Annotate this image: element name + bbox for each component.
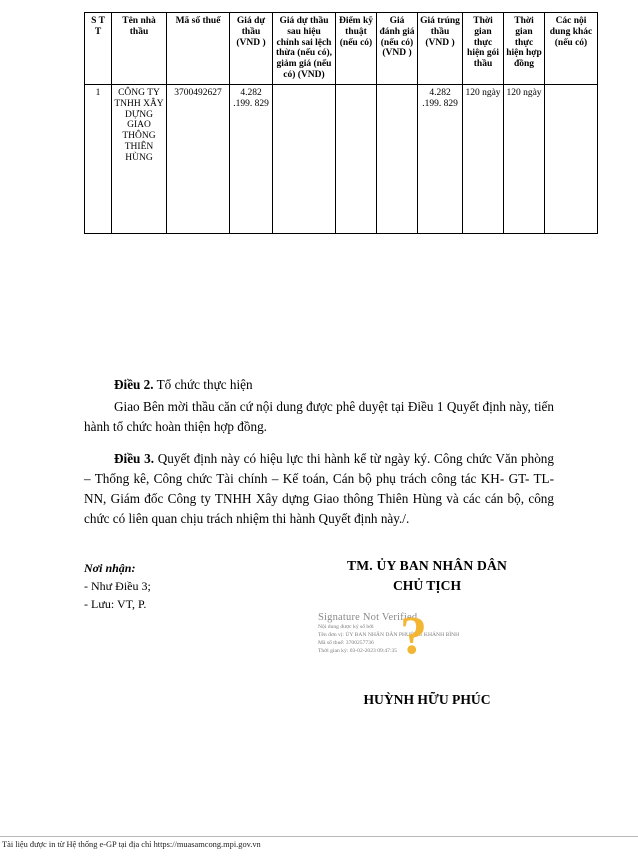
table-row: [85, 84, 598, 233]
article-2-title: Tổ chức thực hiện: [153, 377, 253, 392]
stamp-line-2: Tên đơn vị: ỦY BAN NHÂN DÂN PHƯỜNG KHÁNH BÌNH: [318, 632, 460, 639]
article-3-paragraph: [84, 449, 554, 529]
article-3-section: [84, 449, 554, 531]
cell-other-content: [545, 84, 598, 233]
column-header-package-duration: Thời gian thực hiện gói thầu: [463, 13, 504, 85]
recipients-title: Nơi nhận:: [84, 561, 136, 575]
stamp-line-4: Thời gian ký: 03-02-2023 09:47:35: [318, 648, 398, 655]
table-head: [85, 13, 598, 85]
cell-contract-duration: 120 ngày: [504, 84, 545, 233]
signature-authority-block: [300, 558, 554, 594]
page-footer: [0, 836, 638, 849]
bid-result-table: [84, 12, 598, 234]
signer-name: HUỲNH HỮU PHÚC: [363, 692, 491, 707]
column-header-contract-duration: Thời gian thực hiện hợp đồng: [504, 13, 545, 85]
signature-unverified-question-icon: ?: [400, 605, 427, 665]
stamp-line-3: Mã số thuế: 3700257736: [318, 640, 374, 647]
signing-authority-line-1: TM. ỦY BAN NHÂN DÂN: [347, 558, 507, 573]
signing-authority-line-2: CHỦ TỊCH: [392, 578, 462, 593]
article-2-label: Điều 2.: [114, 377, 154, 392]
stamp-line-1: Nội dung được ký số bởi: [318, 624, 374, 630]
recipient-item-1: - Như Điều 3;: [84, 579, 151, 594]
column-header-evaluated-price: Giá đánh giá (nếu có) (VND ): [377, 13, 418, 85]
recipient-item-2: - Lưu: VT, P.: [84, 596, 147, 611]
article-2-body: Giao Bên mời thầu căn cứ nội dung được phê duyệt tại Điều 1 Quyết định này, tiến hành tổ chức hoàn thiện hợp đồng.: [84, 399, 554, 435]
recipients-block: [84, 560, 294, 613]
column-header-winning-price: Giá trúng thầu (VND ): [418, 13, 463, 85]
cell-bid-price: 4.282 .199. 829: [230, 84, 273, 233]
column-header-technical-score: Điểm kỹ thuật (nếu có): [336, 13, 377, 85]
article-2-heading: [84, 375, 554, 395]
cell-technical-score: [336, 84, 377, 233]
cell-bidder-name: CÔNG TY TNHH XÂY DỰNG GIAO THÔNG THIÊN HÙNG: [112, 84, 167, 233]
article-3-label: Điều 3.: [114, 451, 155, 466]
page-footer-text: Tài liệu được in từ Hệ thống e-GP tại địa chỉ https://muasamcong.mpi.gov.vn: [2, 840, 261, 849]
cell-evaluated-price: [377, 84, 418, 233]
table-body: [85, 84, 598, 233]
column-header-bidder-name: Tên nhà thầu: [112, 13, 167, 85]
column-header-bid-price: Giá dự thầu (VND ): [230, 13, 273, 85]
table-header-row: [85, 13, 598, 85]
column-header-tax-code: Mã số thuế: [167, 13, 230, 85]
article-3-body: Quyết định này có hiệu lực thi hành kể từ ngày ký. Công chức Văn phòng – Thống kê, Công chức Tài chính – Kế toán, Cán bộ phụ trách công tác KH- GT- TL- NN, Giám đốc Công ty TNHH Xây dựng Giao thông Thiên Hùng và các cán bộ, công chức có liên quan chịu trách nhiệm thi hành Quyết định này./.: [84, 451, 554, 527]
column-header-stt: S T T: [85, 13, 112, 85]
column-header-adjusted-bid-price: Giá dự thầu sau hiệu chỉnh sai lệch thừa (nếu có), giảm giá (nếu có) (VND): [273, 13, 336, 85]
cell-tax-code: 3700492627: [167, 84, 230, 233]
cell-winning-price: 4.282 .199. 829: [418, 84, 463, 233]
cell-package-duration: 120 ngày: [463, 84, 504, 233]
article-2-section: [84, 375, 554, 439]
signature-not-verified-label: Signature Not Verified: [318, 612, 418, 623]
cell-stt: 1: [85, 84, 112, 233]
column-header-other-content: Các nội dung khác (nếu có): [545, 13, 598, 85]
bid-result-table-container: [84, 12, 593, 234]
cell-adjusted-bid-price: [273, 84, 336, 233]
